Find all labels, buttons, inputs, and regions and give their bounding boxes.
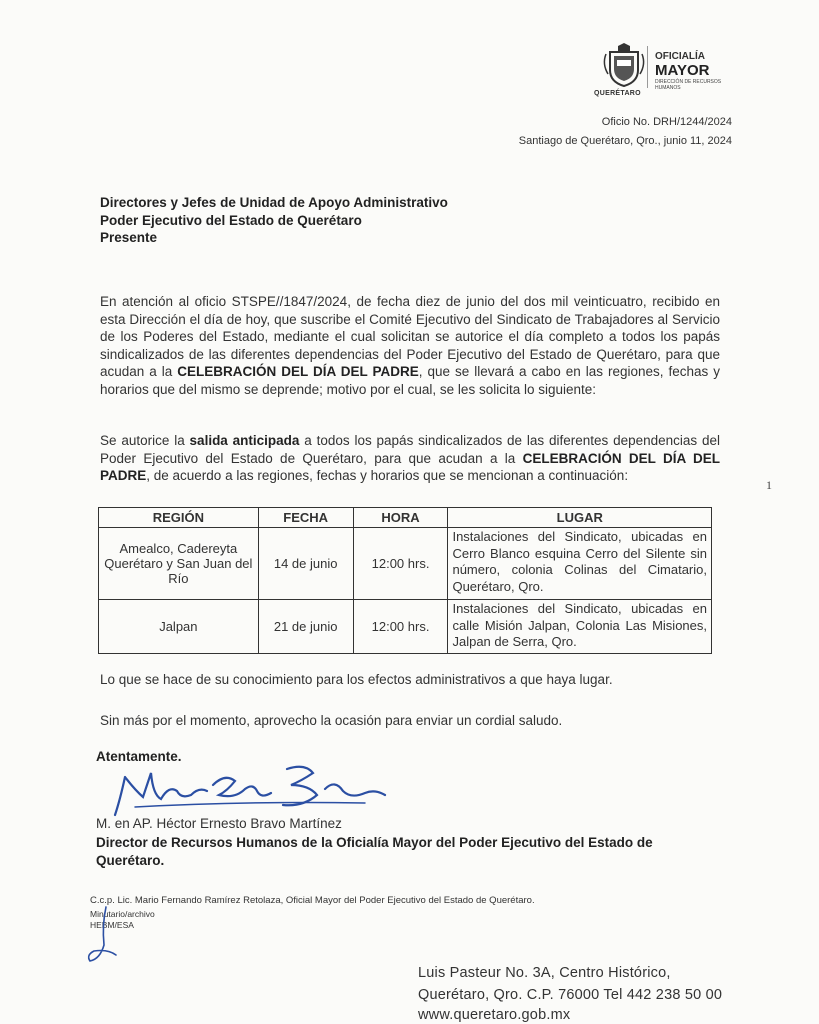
footer-address: Luis Pasteur No. 3A, Centro Histórico, bbox=[418, 965, 671, 981]
closing-salutation: Atentamente. bbox=[96, 749, 182, 764]
logo-divider bbox=[647, 46, 648, 88]
org-name-line3: DIRECCIÓN DE RECURSOS HUMANOS bbox=[655, 79, 722, 91]
table-header-row bbox=[99, 508, 712, 528]
logo-subtitle: QUERÉTARO bbox=[594, 90, 641, 97]
org-name-line1: OFICIALÍA bbox=[655, 51, 705, 62]
cell-lugar: Instalaciones del Sindicato, ubicadas en Cerro Blanco esquina Cerro del Silente sin número, colonia Colinas del Cimatario, Querétaro, Qro. bbox=[448, 528, 712, 600]
page-number: 1 bbox=[766, 478, 772, 492]
signer-title: Director de Recursos Humanos de la Oficialía Mayor del Poder Ejecutivo del Estado de Querétaro. bbox=[96, 835, 653, 868]
org-name-line2: MAYOR bbox=[655, 62, 710, 79]
place-date: Santiago de Querétaro, Qro., junio 11, 2024 bbox=[518, 135, 732, 147]
oficio-number: Oficio No. DRH/1244/2024 bbox=[601, 116, 732, 128]
recipient-line1: Directores y Jefes de Unidad de Apoyo Administrativo bbox=[100, 195, 448, 210]
cell-fecha: 21 de junio bbox=[258, 600, 353, 654]
paragraph-intro: En atención al oficio STSPE//1847/2024, de fecha diez de junio del dos mil veinticuatro, recibido en esta Dirección el día de hoy, que suscribe el Comité Ejecutivo del Sindicato de Trabajadores al Servicio de los Poderes del Estado, mediante el cual solicitan se autorice el día completo a todos los papás sindicalizados de las diferentes dependencias del Poder Ejecutivo del Estado de Querétaro, para que acudan a la CELEBRACIÓN DEL DÍA DEL PADRE, que se llevará a cabo en las regiones, fechas y horarios que del mismo se deprende; motivo por el cual, se les solicita lo siguiente: bbox=[100, 294, 720, 397]
signer-name: M. en AP. Héctor Ernesto Bravo Martínez bbox=[96, 816, 342, 831]
table-row bbox=[99, 528, 712, 600]
header-hora: HORA bbox=[353, 508, 448, 528]
recipient-line3: Presente bbox=[100, 230, 158, 245]
table-row bbox=[99, 600, 712, 654]
coat-of-arms-icon bbox=[600, 42, 648, 88]
cell-hora: 12:00 hrs. bbox=[353, 600, 448, 654]
cell-hora: 12:00 hrs. bbox=[353, 528, 448, 600]
paragraph-greeting: Sin más por el momento, aprovecho la ocasión para enviar un cordial saludo. bbox=[100, 713, 563, 728]
cell-lugar: Instalaciones del Sindicato, ubicadas en calle Misión Jalpan, Colonia Las Misiones, Jalpan de Serra, Qro. bbox=[448, 600, 712, 654]
cc-line: C.c.p. Lic. Mario Fernando Ramírez Retolaza, Oficial Mayor del Poder Ejecutivo del Estado de Querétaro. bbox=[90, 895, 535, 906]
cell-region: Jalpan bbox=[99, 600, 259, 654]
header-lugar: LUGAR bbox=[448, 508, 712, 528]
footer-website: www.queretaro.gob.mx bbox=[418, 1007, 571, 1023]
paragraph-knowledge: Lo que se hace de su conocimiento para los efectos administrativos a que haya lugar. bbox=[100, 672, 613, 687]
header-fecha: FECHA bbox=[258, 508, 353, 528]
footer-city-phone: Querétaro, Qro. C.P. 76000 Tel 442 238 50 00 bbox=[418, 987, 723, 1003]
cell-region: Amealco, Cadereyta Querétaro y San Juan del Río bbox=[99, 528, 259, 600]
paragraph-request: Se autorice la salida anticipada a todos los papás sindicalizados de las diferentes dependencias del Poder Ejecutivo del Estado de Querétaro, para que acudan a la CELEBRACIÓN DEL DÍA DEL PADRE, de acuerdo a las regiones, fechas y horarios que se mencionan a continuación: bbox=[100, 433, 720, 483]
cc-initials: HEBM/ESA bbox=[90, 920, 134, 930]
header-region: REGIÓN bbox=[99, 508, 259, 528]
events-table bbox=[98, 507, 712, 654]
cc-archive: Minutario/archivo bbox=[90, 909, 155, 919]
handwritten-initial-icon bbox=[82, 905, 122, 965]
handwritten-signature-icon bbox=[95, 755, 395, 825]
recipient-line2: Poder Ejecutivo del Estado de Querétaro bbox=[100, 213, 362, 228]
cell-fecha: 14 de junio bbox=[258, 528, 353, 600]
